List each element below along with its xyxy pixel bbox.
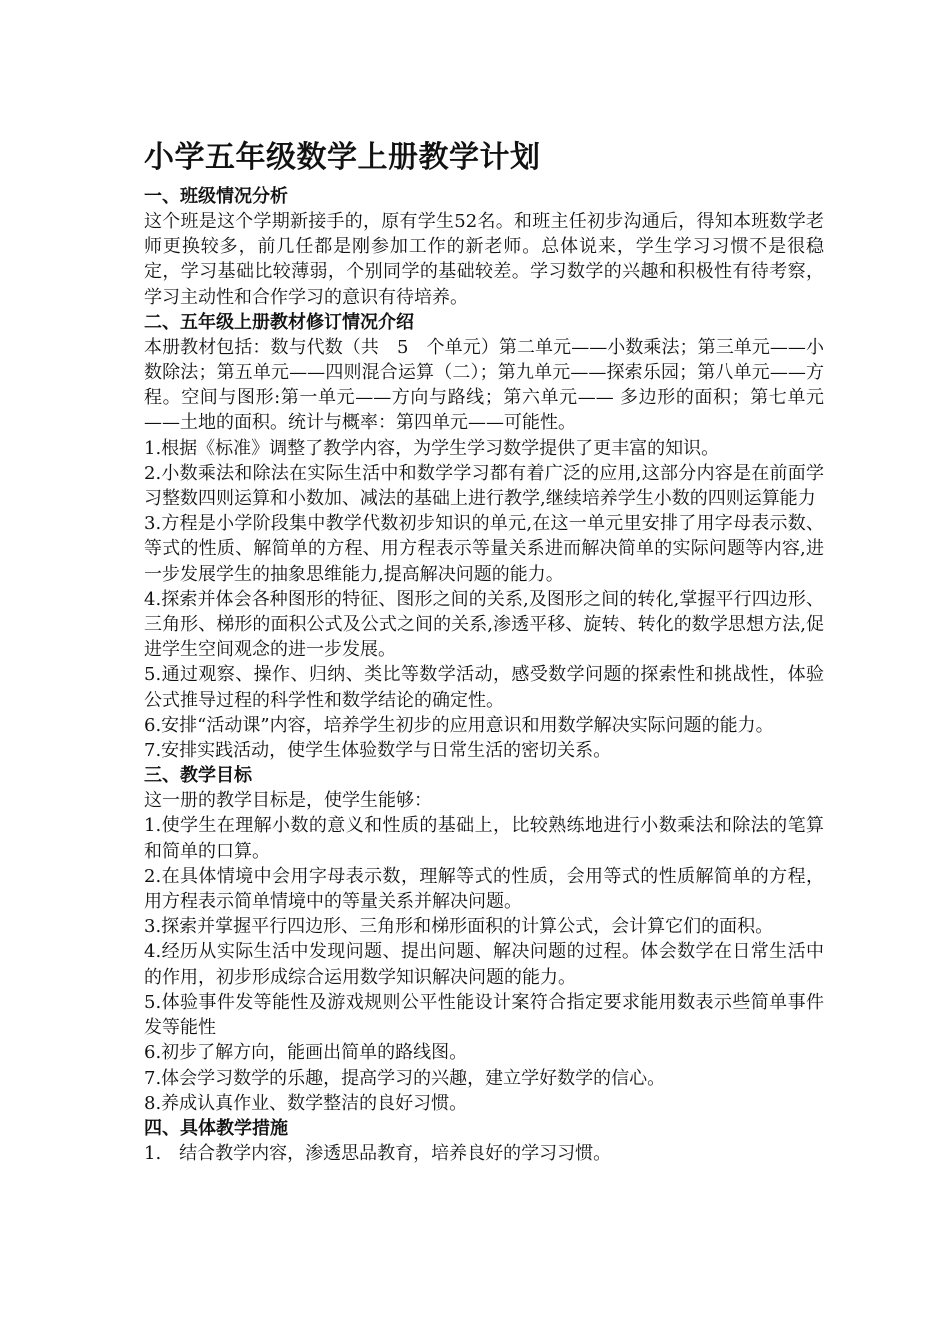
- list-item: 1.根据《标准》调整了教学内容，为学生学习数学提供了更丰富的知识。: [144, 437, 720, 459]
- list-item: 3.方程是小学阶段集中教学代数初步知识的单元,在这一单元里安排了用字母表示数、等式的性质、解简单的方程、用方程表示等量关系进而解决简单的实际问题等内容,进一步发展学生的抽象思维能力,提高解决问题的能力。: [144, 513, 824, 585]
- list-item: 8.养成认真作业、数学整洁的良好习惯。: [144, 1092, 468, 1114]
- list-item: 1. 结合教学内容，渗透思品教育，培养良好的学习习惯。: [144, 1142, 612, 1164]
- list-item: 4.经历从实际生活中发现问题、提出问题、解决问题的过程。体会数学在日常生活中的作用，初步形成综合运用数学知识解决问题的能力。: [144, 941, 824, 988]
- document-title: 小学五年级数学上册教学计划: [144, 140, 541, 175]
- list-item: 5.体验事件发等能性及游戏规则公平性能设计案符合指定要求能用数表示些简单事件发等能性: [144, 991, 824, 1039]
- list-item: 2.小数乘法和除法在实际生活中和数学学习都有着广泛的应用,这部分内容是在前面学习整数四则运算和小数加、减法的基础上进行教学,继续培养学生小数的四则运算能力: [144, 462, 824, 510]
- list-item: 1.使学生在理解小数的意义和性质的基础上，比较熟练地进行小数乘法和除法的笔算和简单的口算。: [144, 815, 824, 862]
- list-item: 5.通过观察、操作、归纳、类比等数学活动，感受数学问题的探索性和挑战性，体验公式推导过程的科学性和数学结论的确定性。: [144, 664, 824, 711]
- list-item: 6.安排“活动课”内容，培养学生初步的应用意识和用数学解决实际问题的能力。: [144, 714, 774, 736]
- paragraph: 这一册的教学目标是，使学生能够：: [144, 790, 432, 812]
- section-heading-class-analysis: 一、班级情况分析: [144, 186, 288, 207]
- section-heading-teaching-goals: 三、教学目标: [144, 765, 252, 787]
- paragraph: 本册教材包括：数与代数（共 5 个单元）第二单元——小数乘法；第三单元——小数除法；第五单元——四则混合运算（二）；第九单元——探索乐园；第八单元——方程。空间与图形:第一单元——方向与路线；第六单元—— 多边形的面积；第七单元——土地的面积。统计与概率：第四单元——可能性。: [144, 336, 824, 434]
- section-heading-teaching-measures: 四、具体教学措施: [144, 1117, 288, 1139]
- list-item: 4.探索并体会各种图形的特征、图形之间的关系,及图形之间的转化,掌握平行四边形、三角形、梯形的面积公式及公式之间的关系,渗透平移、旋转、转化的数学思想方法,促进学生空间观念的进一步发展。: [144, 588, 824, 661]
- section-heading-textbook-revision: 二、五年级上册教材修订情况介绍: [144, 311, 414, 333]
- paragraph: 这个班是这个学期新接手的，原有学生52名。和班主任初步沟通后，得知本班数学老师更换较多，前几任都是刚参加工作的新老师。总体说来，学生学习习惯不是很稳定，学习基础比较薄弱，个别同学的基础较差。学习数学的兴趣和积极性有待考察，学习主动性和合作学习的意识有待培养。: [144, 211, 824, 308]
- list-item: 7.安排实践活动，使学生体验数学与日常生活的密切关系。: [144, 740, 612, 762]
- list-item: 6.初步了解方向，能画出简单的路线图。: [144, 1042, 468, 1064]
- list-item: 2.在具体情境中会用字母表示数，理解等式的性质，会用等式的性质解简单的方程，用方程表示简单情境中的等量关系并解决问题。: [144, 865, 824, 913]
- document-page: [144, 138, 824, 1166]
- list-item: 3.探索并掌握平行四边形、三角形和梯形面积的计算公式，会计算它们的面积。: [144, 916, 774, 938]
- list-item: 7.体会学习数学的乐趣，提高学习的兴趣，建立学好数学的信心。: [144, 1067, 666, 1089]
